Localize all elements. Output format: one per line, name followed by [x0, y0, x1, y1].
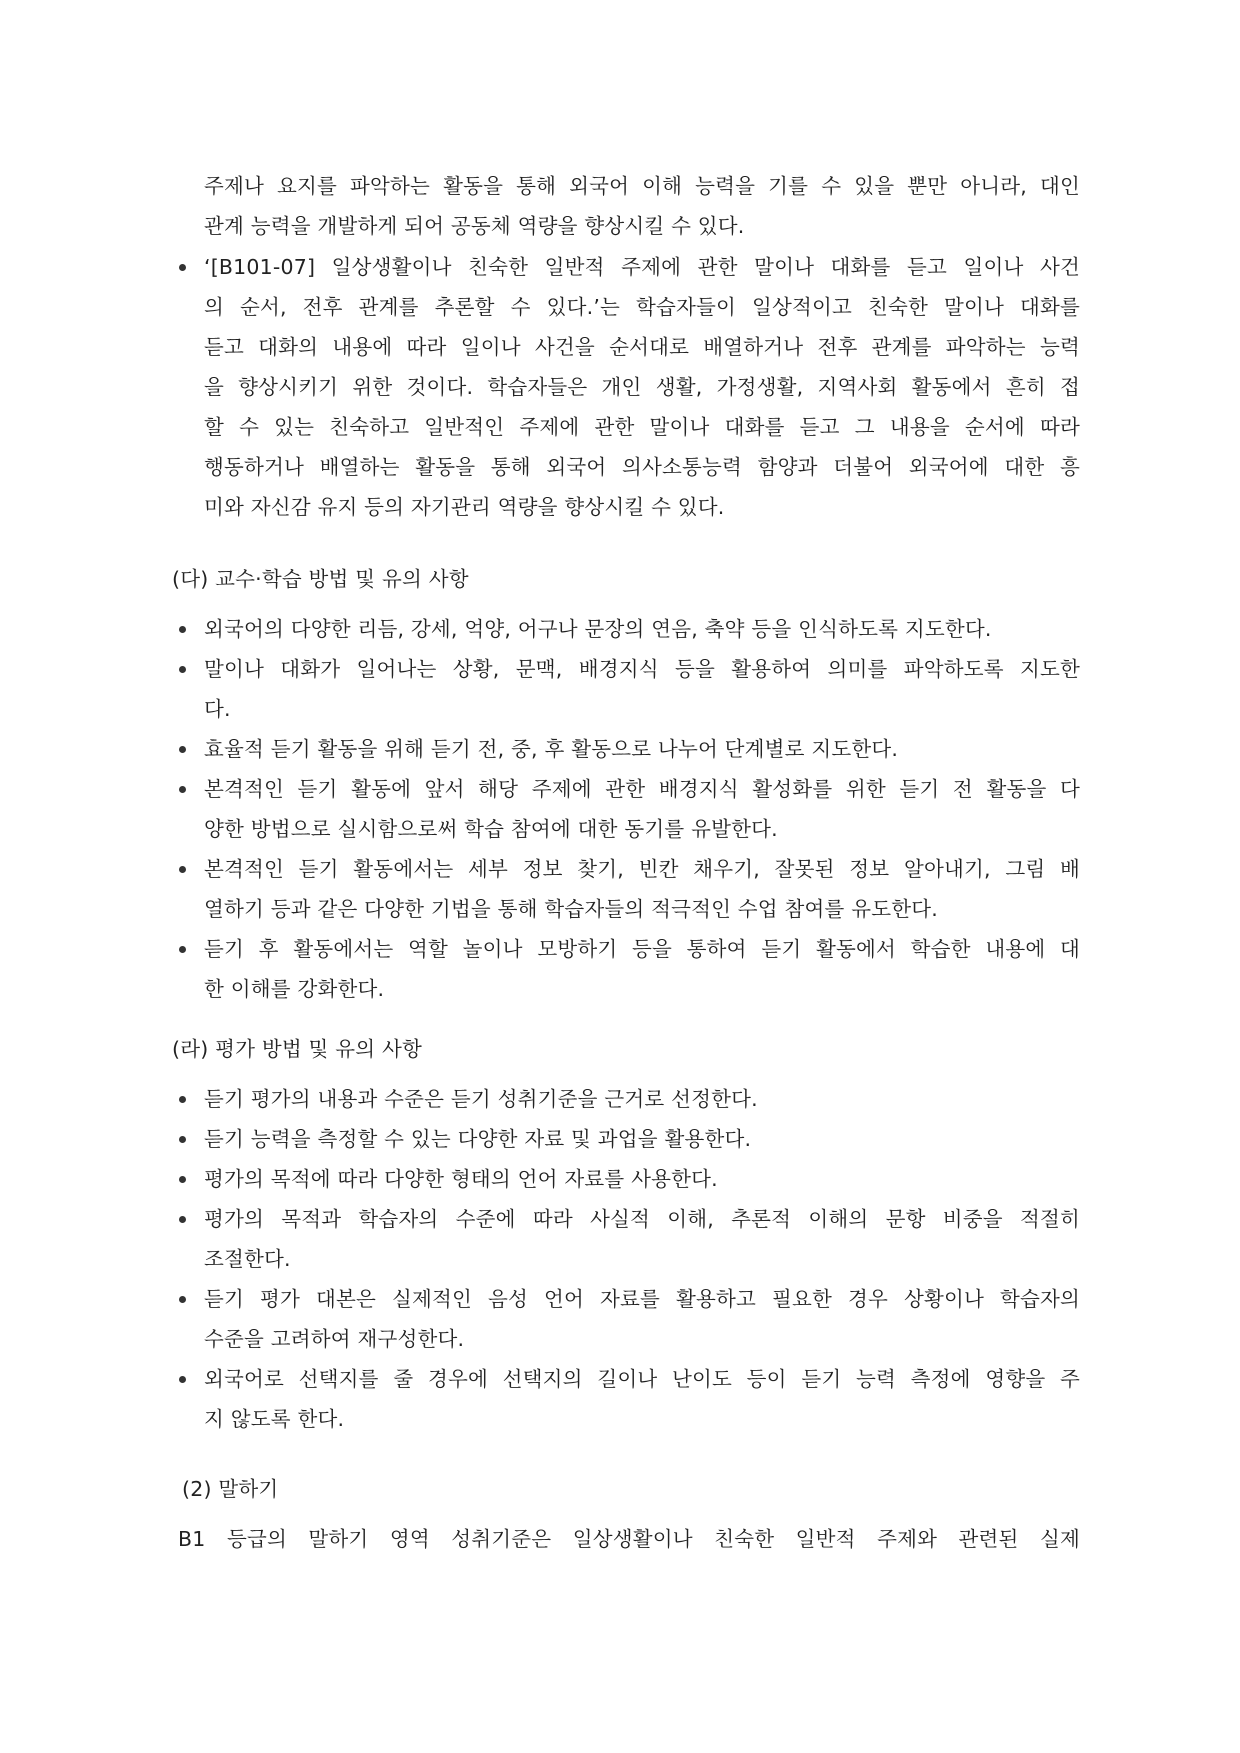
- list-item: 듣기 후 활동에서는 역할 놀이나 모방하기 등을 통하여 듣기 활동에서 학습한 내용에 대: [204, 937, 1080, 961]
- list-item-continuation: 한 이해를 강화한다.: [204, 977, 385, 1001]
- paragraph-line: 주제나 요지를 파악하는 활동을 통해 외국어 이해 능력을 기를 수 있을 뿐만 아니라, 대인: [204, 174, 1080, 198]
- list-item: 외국어로 선택지를 줄 경우에 선택지의 길이나 난이도 등이 듣기 능력 측정에 영향을 주: [204, 1367, 1080, 1391]
- paragraph-line: 의 순서, 전후 관계를 추론할 수 있다.’는 학습자들이 일상적이고 친숙한 말이나 대화를: [204, 295, 1080, 319]
- list-item: 듣기 평가의 내용과 수준은 듣기 성취기준을 근거로 선정한다.: [204, 1087, 758, 1111]
- list-item: 외국어의 다양한 리듬, 강세, 억양, 어구나 문장의 연음, 축약 등을 인식하도록 지도한다.: [204, 617, 992, 641]
- list-item-continuation: 다.: [204, 697, 231, 721]
- bullet-dot: [179, 946, 186, 953]
- list-item-continuation: 조절한다.: [204, 1247, 291, 1271]
- bullet-dot: [179, 264, 186, 271]
- list-item: 듣기 평가 대본은 실제적인 음성 언어 자료를 활용하고 필요한 경우 상황이나 학습자의: [204, 1287, 1080, 1311]
- list-item: 본격적인 듣기 활동에 앞서 해당 주제에 관한 배경지식 활성화를 위한 듣기 전 활동을 다: [204, 777, 1080, 801]
- section-heading: (라) 평가 방법 및 유의 사항: [172, 1037, 423, 1061]
- list-item-continuation: 열하기 등과 같은 다양한 기법을 통해 학습자들의 적극적인 수업 참여를 유도한다.: [204, 897, 938, 921]
- list-item-continuation: 지 않도록 한다.: [204, 1407, 345, 1431]
- list-item: 듣기 능력을 측정할 수 있는 다양한 자료 및 과업을 활용한다.: [204, 1127, 752, 1151]
- section-heading: (다) 교수·학습 방법 및 유의 사항: [172, 567, 469, 591]
- bullet-dot: [179, 1376, 186, 1383]
- bullet-dot: [179, 786, 186, 793]
- paragraph-line: B1 등급의 말하기 영역 성취기준은 일상생활이나 친숙한 일반적 주제와 관련된 실제: [178, 1527, 1080, 1551]
- paragraph-line: 할 수 있는 친숙하고 일반적인 주제에 관한 말이나 대화를 듣고 그 내용을 순서에 따라: [204, 415, 1080, 439]
- paragraph-line: 을 향상시키기 위한 것이다. 학습자들은 개인 생활, 가정생활, 지역사회 활동에서 흔히 접: [204, 375, 1080, 399]
- list-item: 평가의 목적에 따라 다양한 형태의 언어 자료를 사용한다.: [204, 1167, 718, 1191]
- bullet-dot: [179, 666, 186, 673]
- list-item-continuation: 수준을 고려하여 재구성한다.: [204, 1327, 465, 1351]
- paragraph-line: 행동하거나 배열하는 활동을 통해 외국어 의사소통능력 함양과 더불어 외국어에 대한 흥: [204, 455, 1080, 479]
- bullet-dot: [179, 1296, 186, 1303]
- bullet-dot: [179, 1096, 186, 1103]
- paragraph-line: ‘[B101-07] 일상생활이나 친숙한 일반적 주제에 관한 말이나 대화를 듣고 일이나 사건: [204, 255, 1080, 279]
- paragraph-line: 관계 능력을 개발하게 되어 공동체 역량을 향상시킬 수 있다.: [204, 214, 745, 238]
- list-item: 말이나 대화가 일어나는 상황, 문맥, 배경지식 등을 활용하여 의미를 파악하도록 지도한: [204, 657, 1080, 681]
- bullet-dot: [179, 1176, 186, 1183]
- bullet-dot: [179, 626, 186, 633]
- bullet-dot: [179, 746, 186, 753]
- paragraph-line: 미와 자신감 유지 등의 자기관리 역량을 향상시킬 수 있다.: [204, 495, 725, 519]
- list-item: 효율적 듣기 활동을 위해 듣기 전, 중, 후 활동으로 나누어 단계별로 지도한다.: [204, 737, 899, 761]
- subsection-heading: (2) 말하기: [182, 1477, 279, 1501]
- bullet-dot: [179, 1136, 186, 1143]
- bullet-dot: [179, 866, 186, 873]
- list-item-continuation: 양한 방법으로 실시함으로써 학습 참여에 대한 동기를 유발한다.: [204, 817, 778, 841]
- paragraph-line: 듣고 대화의 내용에 따라 일이나 사건을 순서대로 배열하거나 전후 관계를 파악하는 능력: [204, 335, 1080, 359]
- list-item: 본격적인 듣기 활동에서는 세부 정보 찾기, 빈칸 채우기, 잘못된 정보 알아내기, 그림 배: [204, 857, 1080, 881]
- bullet-dot: [179, 1216, 186, 1223]
- list-item: 평가의 목적과 학습자의 수준에 따라 사실적 이해, 추론적 이해의 문항 비중을 적절히: [204, 1207, 1080, 1231]
